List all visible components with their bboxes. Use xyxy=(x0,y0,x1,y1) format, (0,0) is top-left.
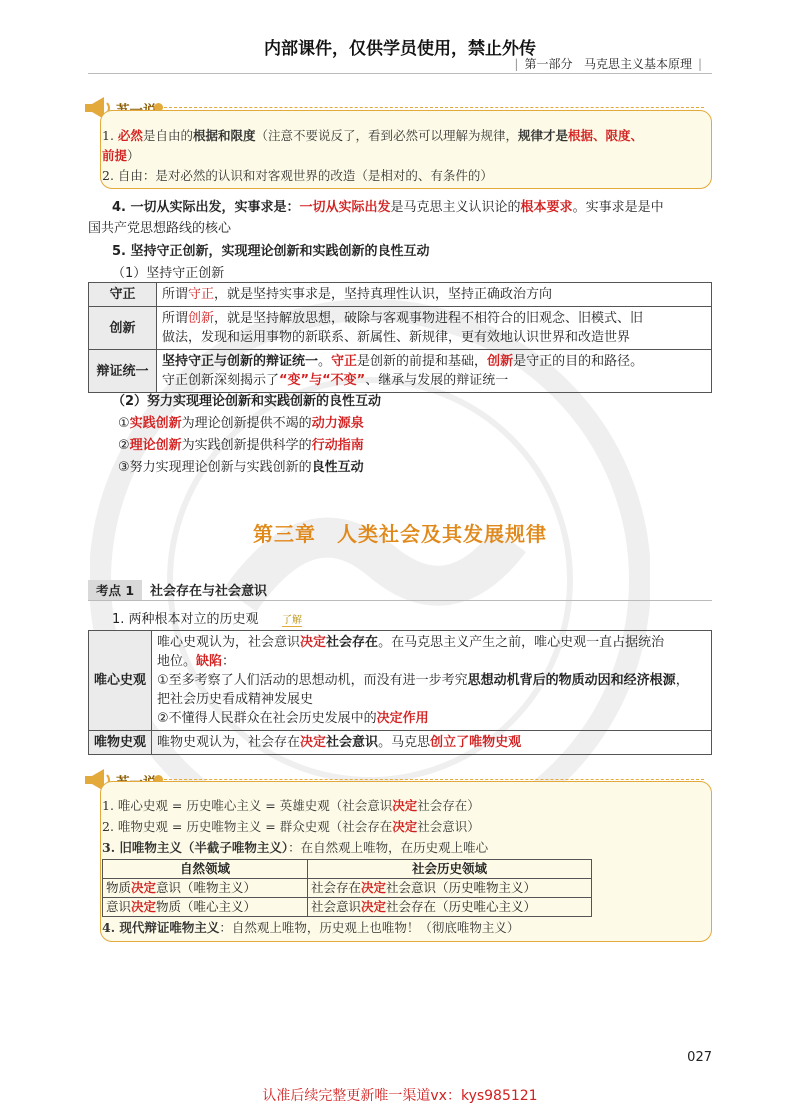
table-cell xyxy=(308,879,592,898)
kaodian-title: 社会存在与社会意识 xyxy=(150,584,268,599)
column-header: 社会历史领域 xyxy=(308,860,592,879)
text-bold: 社会意识 xyxy=(326,735,379,750)
item4-line1 xyxy=(112,196,664,215)
text-bold: 4. 一切从实际出发，实事求是： xyxy=(112,200,300,215)
text: 社会存在） xyxy=(417,798,480,813)
text: 社会存在（历史唯心主义） xyxy=(386,899,537,914)
sushuo2-line3 xyxy=(102,838,488,856)
row-content xyxy=(152,631,712,731)
text: ：在自然观上唯物，在历史观上唯心 xyxy=(288,840,489,855)
row-label: 辩证统一 xyxy=(89,350,157,393)
text: ） xyxy=(127,148,140,163)
materialism-comparison-table xyxy=(102,859,592,917)
keyword-red: 创立了唯物史观 xyxy=(430,735,522,750)
text-bold: 社会存在 xyxy=(326,635,379,650)
table-cell xyxy=(308,898,592,917)
row-content xyxy=(157,350,712,393)
text: （注意不要说反了，看到必然可以理解为规律， xyxy=(255,128,518,143)
header-rule xyxy=(164,107,704,108)
history-views-table xyxy=(88,630,712,755)
text: 意识（唯物主义） xyxy=(156,880,257,895)
keyword-red: 行动指南 xyxy=(311,438,364,453)
text: ， xyxy=(675,673,689,688)
text-bold: 良性互动 xyxy=(311,460,364,475)
table-cell xyxy=(103,879,308,898)
keyword-red: 创新 xyxy=(188,311,215,326)
text: ③努力实现理论创新与实践创新的 xyxy=(118,460,312,475)
text: 、继承与发展的辩证统一 xyxy=(365,373,509,388)
text: ② xyxy=(118,438,130,453)
table-row xyxy=(103,898,592,917)
text: ：自然观上唯物，历史观上也唯物！（彻底唯物主义） xyxy=(219,920,520,935)
keyword-red: 决定 xyxy=(361,880,387,895)
keyword-premise: 前提 xyxy=(102,148,128,163)
text: 。马克思 xyxy=(378,735,431,750)
text-bold: 4. 现代辩证唯物主义 xyxy=(102,920,220,935)
text-bold: 思想动机背后的物质动因和经济根源 xyxy=(467,673,676,688)
text: ，就是坚持实事求是，坚持真理性认识，坚持正确政治方向 xyxy=(214,287,553,302)
text-bold: 坚持守正与创新的辩证统一 xyxy=(162,354,319,369)
text: 1. 唯心史观 = 历史唯心主义 = 英雄史观（社会意识 xyxy=(102,798,393,813)
page-header-title: 内部课件，仅供学员使用，禁止外传 xyxy=(264,39,536,59)
chapter-title: 第三章 人类社会及其发展规律 xyxy=(253,522,547,546)
text: 守正创新深刻揭示了 xyxy=(162,373,280,388)
text: 所谓 xyxy=(162,311,189,326)
kaodian-badge: 考点 1 xyxy=(88,580,142,600)
keyword-red: 决定 xyxy=(131,899,157,914)
table-row xyxy=(89,307,712,350)
sushuo1-line1 xyxy=(102,126,643,144)
text: 唯心史观认为，社会意识 xyxy=(157,635,301,650)
keyword-basis: 根据和限度 xyxy=(192,128,256,143)
keyword-red: 决定 xyxy=(392,798,418,813)
text: 唯物史观认为，社会存在 xyxy=(157,735,301,750)
row-content xyxy=(157,307,712,350)
row-content xyxy=(152,731,712,755)
header-divider xyxy=(88,73,712,74)
header-rule xyxy=(164,779,704,780)
text: 是马克思主义认识论的 xyxy=(390,200,521,215)
sushuo2-line1 xyxy=(102,796,480,814)
text: 意识 xyxy=(106,899,132,914)
page-number: 027 xyxy=(687,1050,712,1065)
history-views-heading: 1. 两种根本对立的历史观 xyxy=(112,612,259,627)
keyword-red: 决定 xyxy=(392,819,418,834)
text: ： xyxy=(222,654,236,669)
text: 2. 唯物史观 = 历史唯物主义 = 群众史观（社会存在 xyxy=(102,819,393,834)
text: 社会意识 xyxy=(311,899,362,914)
item5-title: 5. 坚持守正创新，实现理论创新和实践创新的良性互动 xyxy=(112,244,430,259)
sushuo2-line2 xyxy=(102,817,480,835)
text: 社会存在 xyxy=(311,880,362,895)
keyword-red: 守正 xyxy=(331,354,358,369)
keyword-red: 根本要求 xyxy=(520,200,573,215)
item4-line2: 国共产党思想路线的核心 xyxy=(88,221,232,236)
keyword-red: 创新 xyxy=(487,354,514,369)
table-row xyxy=(89,631,712,731)
text: 是守正的目的和路径。 xyxy=(513,354,644,369)
keyword-red: 决定 xyxy=(300,735,327,750)
table-cell xyxy=(103,898,308,917)
text: 把社会历史看成精神发展史 xyxy=(157,692,314,707)
section-name: 马克思主义基本原理 xyxy=(583,57,692,71)
text: 物质 xyxy=(106,880,132,895)
keyword-red: 缺陷 xyxy=(196,654,223,669)
section-part: 第一部分 xyxy=(524,57,573,71)
table-row xyxy=(89,350,712,393)
shouzheng-table xyxy=(88,282,712,393)
keyword-red: 根据、限度、 xyxy=(568,128,644,143)
text: 为理论创新提供不竭的 xyxy=(181,416,312,431)
table-row xyxy=(89,283,712,307)
text-bold: 规律才是 xyxy=(517,128,568,143)
text: 地位。 xyxy=(157,654,197,669)
text-bold: 3. 旧唯物主义（半截子唯物主义） xyxy=(102,840,289,855)
text: 。在马克思主义产生之前，唯心史观一直占据统治 xyxy=(378,635,665,650)
keyword-red: 决定 xyxy=(361,899,387,914)
column-header: 自然领域 xyxy=(103,860,308,879)
sushuo1-line2: 2. 自由：是对必然的认识和对客观世界的改造（是相对的、有条件的） xyxy=(102,168,493,183)
keyword-red: 决定 xyxy=(131,880,157,895)
keyword-red: 决定作用 xyxy=(376,711,429,726)
text: 是自由的 xyxy=(142,128,193,143)
text: 做法，发现和运用事物的新联系、新属性、新规律，更有效地认识世界和改造世界 xyxy=(162,330,631,345)
text: 社会意识（历史唯物主义） xyxy=(386,880,537,895)
row-label: 唯物史观 xyxy=(89,731,152,755)
row-label: 唯心史观 xyxy=(89,631,152,731)
keyword-red: 决定 xyxy=(300,635,327,650)
keyword-necessity: 必然 xyxy=(117,128,143,143)
understand-tag: 了解 xyxy=(282,611,302,627)
row-label: 守正 xyxy=(89,283,157,307)
kaodian-divider xyxy=(88,600,712,601)
keyword-red: 一切从实际出发 xyxy=(299,200,391,215)
sushuo2-line4 xyxy=(102,918,519,936)
list-item xyxy=(118,456,364,475)
keyword-red: 守正 xyxy=(188,287,215,302)
footer-note: 认准后续完整更新唯一渠道vx：kys985121 xyxy=(262,1088,538,1104)
keyword-red: “变”与“不变” xyxy=(279,373,366,388)
list-item xyxy=(118,412,364,431)
section-breadcrumb: | 第一部分 马克思主义基本原理 | xyxy=(514,57,702,71)
keyword-red: 实践创新 xyxy=(129,416,182,431)
text: 社会意识） xyxy=(417,819,480,834)
table-header-row xyxy=(103,860,592,879)
row-label: 创新 xyxy=(89,307,157,350)
text: 为实践创新提供科学的 xyxy=(181,438,312,453)
num: 1. xyxy=(102,128,114,143)
text: ① xyxy=(118,416,130,431)
item5-sub1: （1）坚持守正创新 xyxy=(112,266,225,281)
text: 所谓 xyxy=(162,287,189,302)
table-row xyxy=(89,731,712,755)
text: 是创新的前提和基础， xyxy=(357,354,488,369)
text: 。 xyxy=(318,354,332,369)
text: 物质（唯心主义） xyxy=(156,899,257,914)
keyword-red: 动力源泉 xyxy=(311,416,364,431)
text: ，就是坚持解放思想，破除与客观事物进程不相符合的旧观念、旧模式、旧 xyxy=(214,311,644,326)
text: ②不懂得人民群众在社会历史发展中的 xyxy=(157,711,377,726)
list-item xyxy=(118,434,364,453)
item5-sub2: （2）努力实现理论创新和实践创新的良性互动 xyxy=(112,394,382,409)
row-content xyxy=(157,283,712,307)
table-row xyxy=(103,879,592,898)
text: ①至多考察了人们活动的思想动机，而没有进一步考究 xyxy=(157,673,468,688)
keyword-red: 理论创新 xyxy=(129,438,182,453)
text: 。实事求是是中 xyxy=(572,200,664,215)
sushuo1-line1-cont xyxy=(102,146,140,164)
